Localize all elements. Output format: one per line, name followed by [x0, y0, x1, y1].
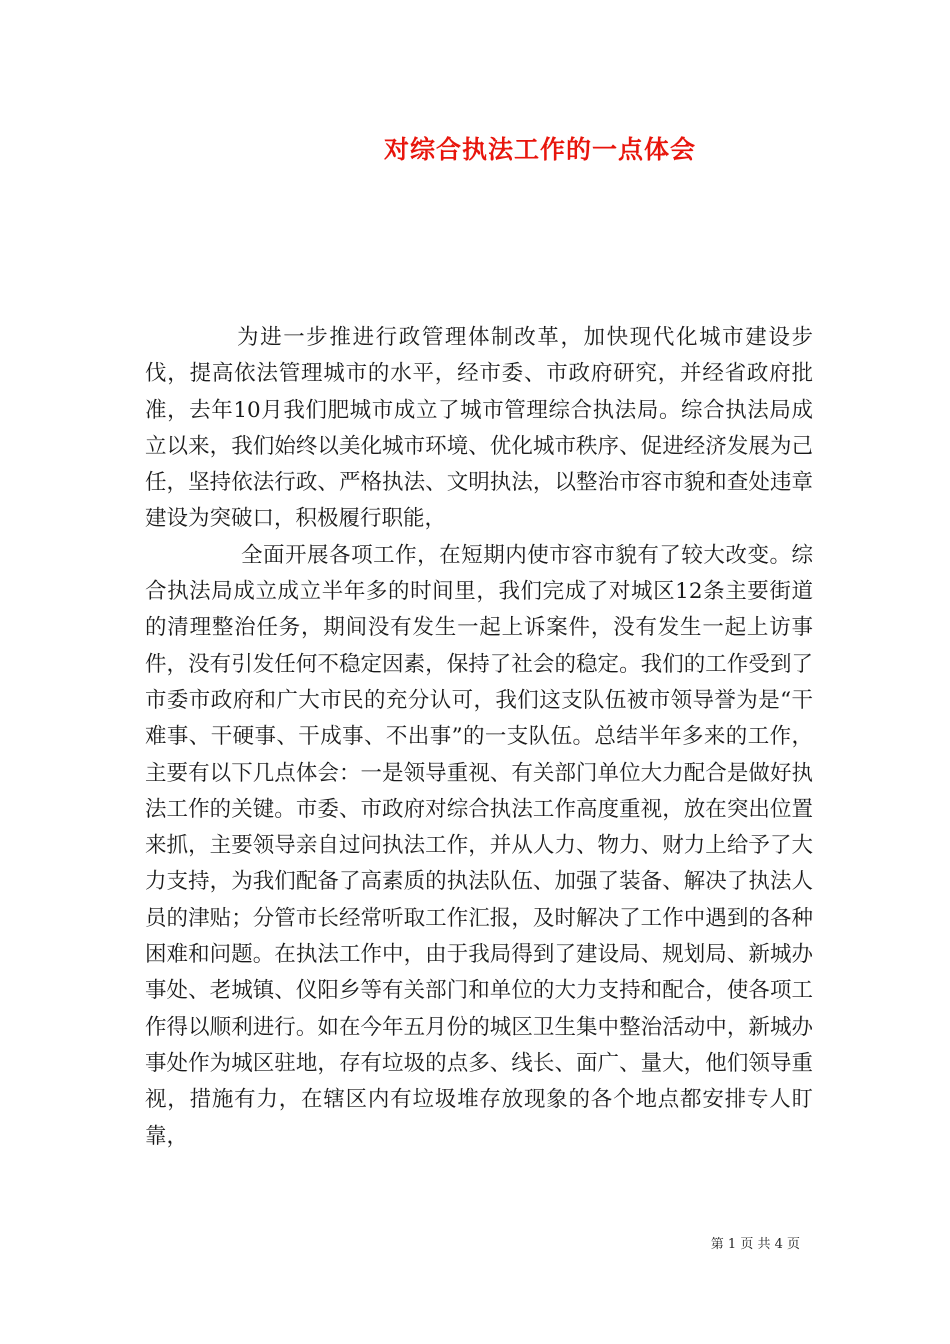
paragraph-2: 全面开展各项工作，在短期内使市容市貌有了较大改变。综合执法局成立成立半年多的时间里，我们完成了对城区12条主要街道的清理整治任务，期间没有发生一起上诉案件，没有发生一起上访事件，没有引发任何不稳定因素，保持了社会的稳定。我们的工作受到了市委市政府和广大市民的充分认可，我们这支队伍被市领导誉为是“干难事、干硬事、干成事、不出事”的一支队伍。总结半年多来的工作，主要有以下几点体会：一是领导重视、有关部门单位大力配合是做好执法工作的关键。市委、市政府对综合执法工作高度重视，放在突出位置来抓，主要领导亲自过问执法工作，并从人力、物力、财力上给予了大力支持，为我们配备了高素质的执法队伍、加强了装备、解决了执法人员的津贴；分管市长经常听取工作汇报，及时解决了工作中遇到的各种困难和问题。在执法工作中，由于我局得到了建设局、规划局、新城办事处、老城镇、仪阳乡等有关部门和单位的大力支持和配合，使各项工作得以顺利进行。如在今年五月份的城区卫生集中整治活动中，新城办事处作为城区驻地，存有垃圾的点多、线长、面广、量大，他们领导重视，措施有力，在辖区内有垃圾堆存放现象的各个地点都安排专人盯靠，: [145, 542, 813, 1149]
page-number-footer: 第 1 页 共 4 页: [710, 1237, 800, 1252]
paragraph-1: 为进一步推进行政管理体制改革，加快现代化城市建设步伐，提高依法管理城市的水平，经市委、市政府研究，并经省政府批准，去年10月我们肥城市成立了城市管理综合执法局。综合执法局成立以来，我们始终以美化城市环境、优化城市秩序、促进经济发展为己任，坚持依法行政、严格执法、文明执法，以整治市容市貌和查处违章建设为突破口，积极履行职能，: [145, 325, 813, 532]
document-body: [145, 320, 813, 1155]
document-title: 对综合执法工作的一点体会: [383, 135, 696, 164]
